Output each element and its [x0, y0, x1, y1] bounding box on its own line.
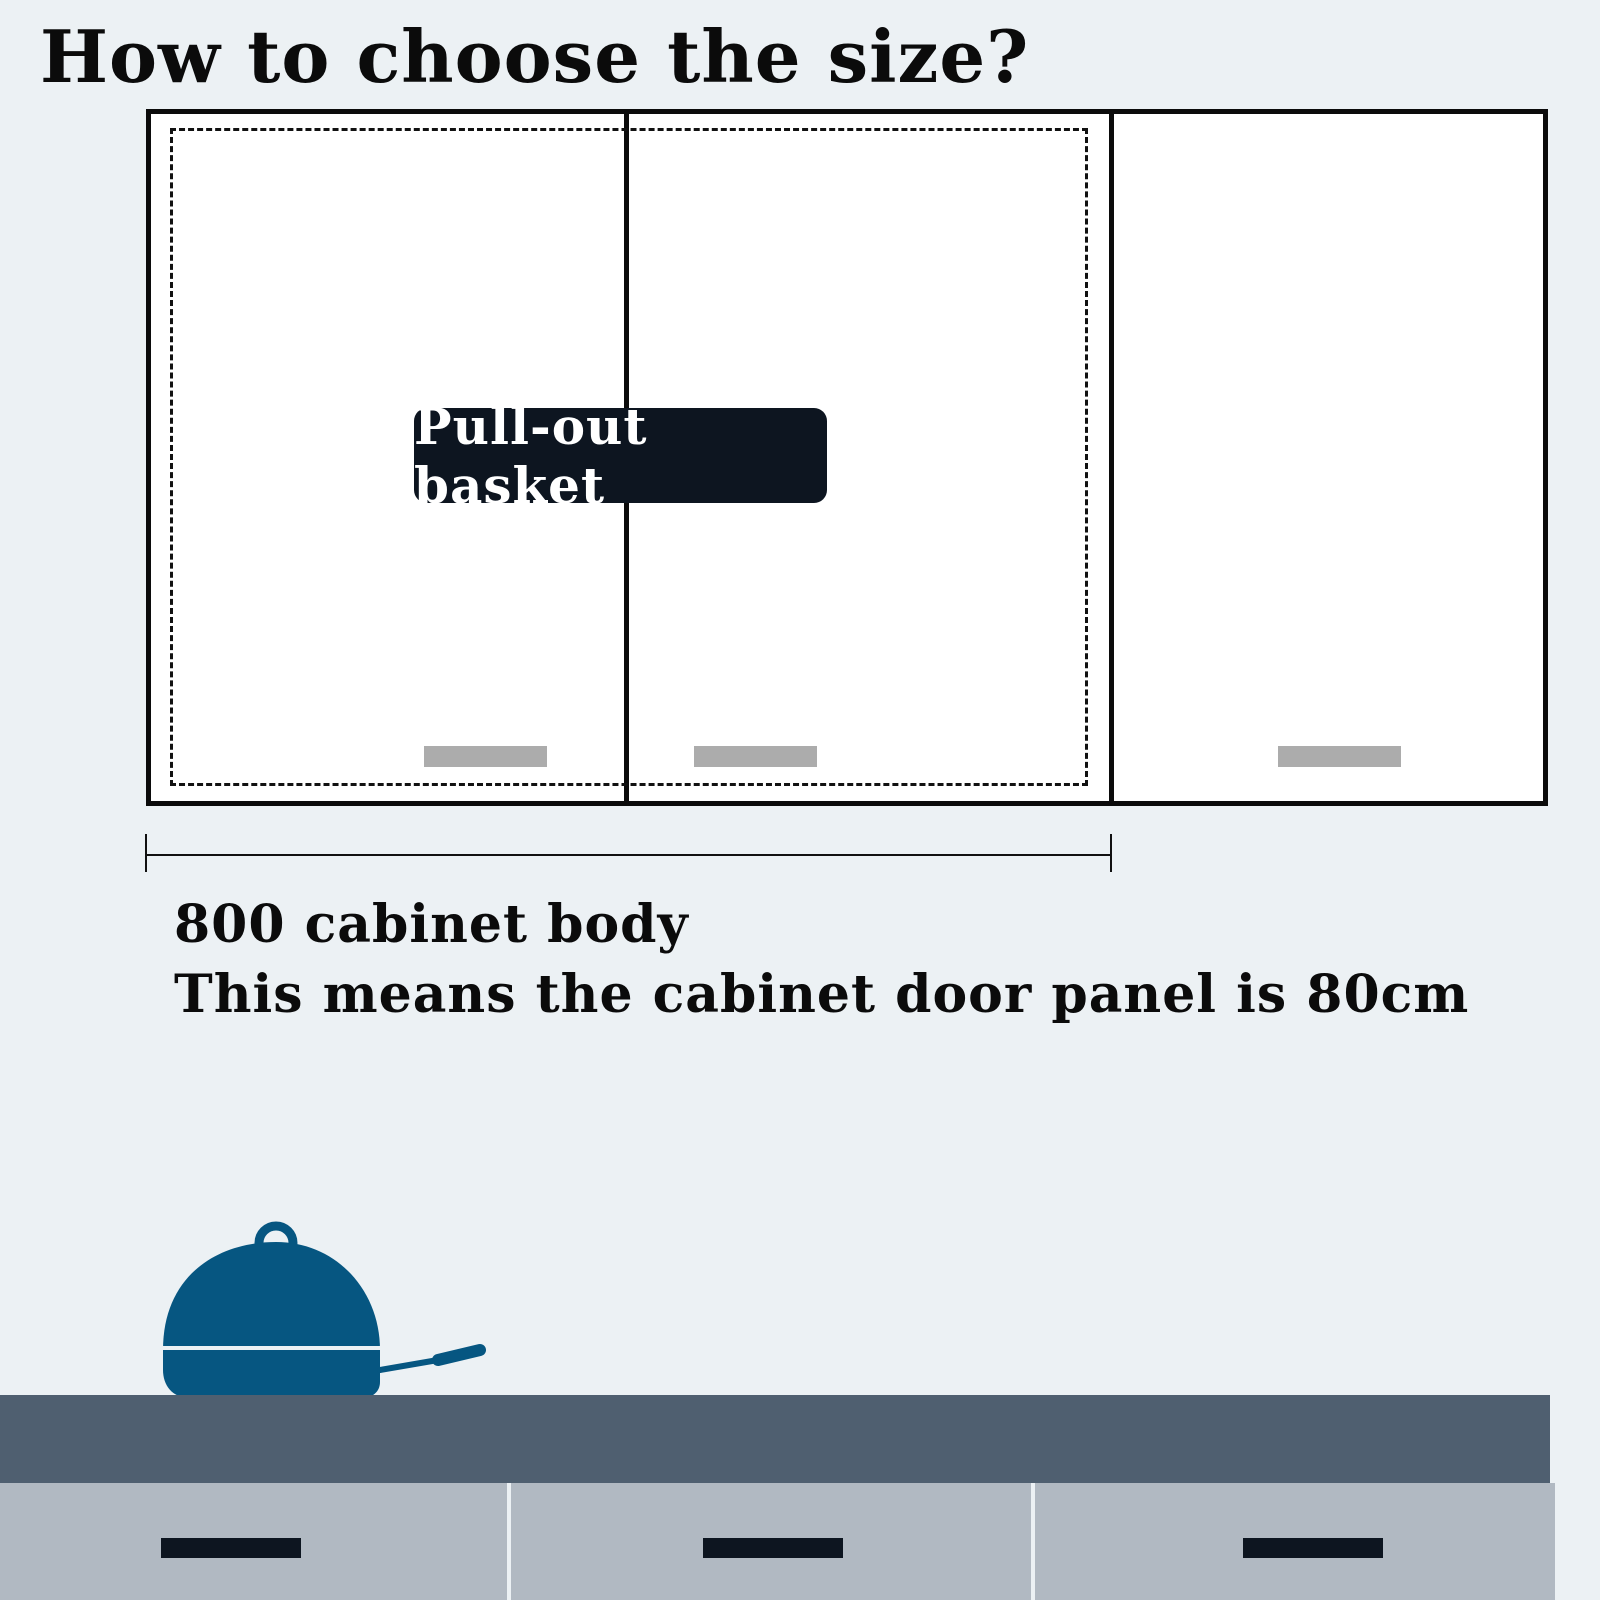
door-divider-right	[1109, 114, 1114, 801]
width-dimension-line	[145, 832, 1112, 872]
door-handle-2[interactable]	[694, 746, 817, 767]
dimension-tick-left	[145, 834, 147, 872]
drawer-handle-2[interactable]	[703, 1538, 843, 1558]
page-title: How to choose the size?	[40, 14, 1030, 99]
pull-out-basket-label: Pull-out basket	[414, 408, 827, 503]
countertop	[0, 1395, 1550, 1483]
door-handle-3[interactable]	[1278, 746, 1401, 767]
dimension-tick-right	[1110, 834, 1112, 872]
cabinet-body-caption: 800 cabinet body	[174, 894, 689, 955]
door-handle-1[interactable]	[424, 746, 547, 767]
drawer-handle-3[interactable]	[1243, 1538, 1383, 1558]
dimension-line	[145, 854, 1112, 856]
pot-icon	[158, 1220, 498, 1400]
door-panel-caption: This means the cabinet door panel is 80cm	[174, 964, 1470, 1025]
drawer-handle-1[interactable]	[161, 1538, 301, 1558]
